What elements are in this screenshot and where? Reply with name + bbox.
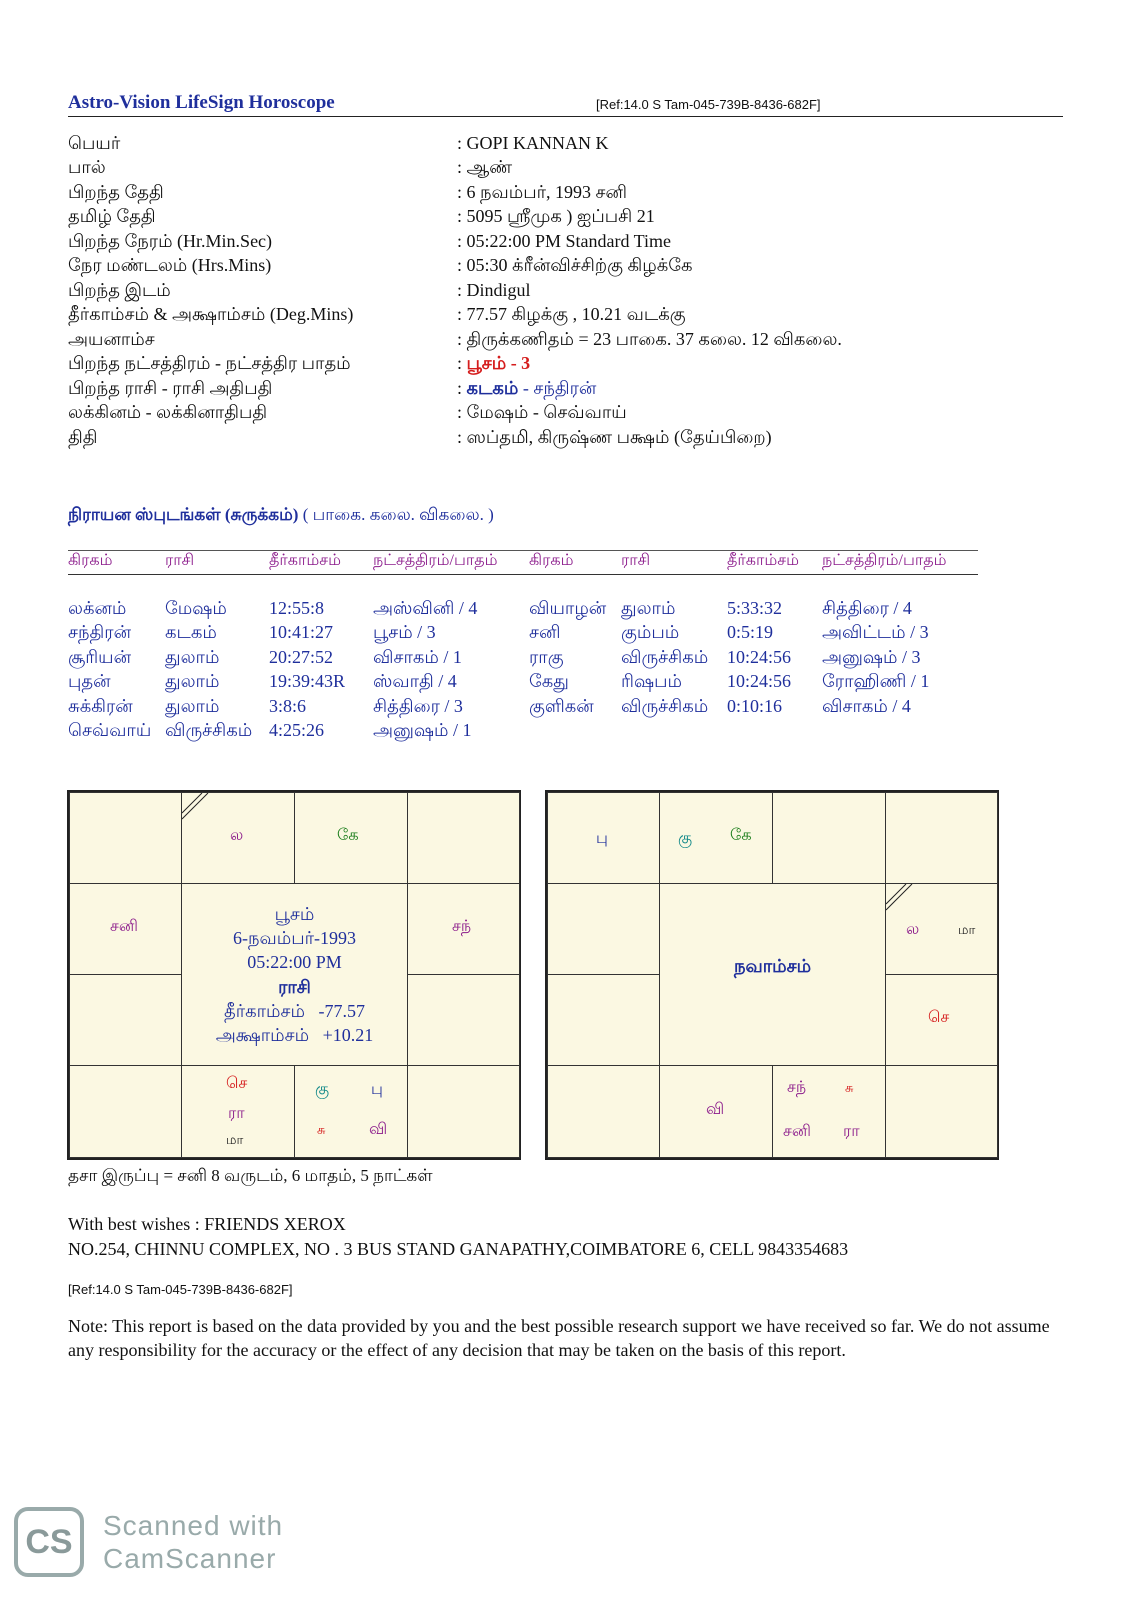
planet-rasi: துலாம்: [621, 598, 676, 618]
col-header-star: நட்சத்திரம்/பாதம்: [373, 552, 498, 569]
info-row-coordinates: [68, 304, 1068, 328]
rasi-house-libra: [294, 1065, 408, 1158]
column-header-rule: [68, 574, 978, 575]
planet-rasi: ரிஷபம்: [621, 671, 682, 691]
disclaimer-note: Note: This report is based on the data provided by you and the best possible research support we have received so far. We do not assume any responsibility for the accuracy or the effect of any decision that may be taken on the basis of this report.: [68, 1316, 1050, 1360]
rasi-center-time: 05:22:00 PM: [247, 952, 342, 972]
info-value: : GOPI KANNAN K: [457, 133, 609, 153]
rasi-center-latitude: [182, 1025, 407, 1048]
rasi-center-title: ராசி: [278, 977, 311, 997]
navamsa-house-scorpio: [659, 1065, 773, 1158]
rasi-glyph-jupiter: கு: [315, 1081, 330, 1098]
info-row-star: [68, 353, 1068, 377]
rasi-house-capricorn: [69, 974, 182, 1066]
planet-longitude: 0:5:19: [727, 622, 774, 642]
navamsa-house-pisces: [547, 792, 660, 884]
planet-name: சுக்கிரன்: [68, 696, 133, 716]
planet-rasi: துலாம்: [165, 671, 220, 691]
rasi-glyph-rahu: ரா: [228, 1105, 245, 1122]
planet-rasi: கும்பம்: [621, 622, 680, 642]
navamsa-chart: [545, 790, 999, 1160]
navamsa-glyph-mars: செ: [928, 1009, 950, 1026]
rasi-center: [181, 883, 408, 1066]
info-value-star: பூசம் - 3: [466, 353, 531, 373]
planet-name: லக்னம்: [68, 598, 127, 618]
planet-star: சித்திரை / 4: [822, 598, 912, 618]
address: NO.254, CHINNU COMPLEX, NO . 3 BUS STAND GANAPATHY,COIMBATORE 6, CELL 9843354683: [68, 1239, 849, 1259]
rasi-house-pisces: [69, 792, 182, 884]
planet-longitude: 0:10:16: [727, 696, 783, 716]
rasi-glyph-sun: சு: [317, 1122, 326, 1137]
planet-star: விசாகம் / 1: [373, 647, 462, 667]
rasi-house-gemini: [407, 792, 520, 884]
info-value: [457, 378, 596, 401]
rasi-house-cancer: [407, 883, 520, 975]
planet-rasi: விருச்சிகம்: [621, 647, 709, 667]
info-value-rasi-lord: - சந்திரன்: [518, 378, 597, 398]
info-label: பெயர்: [68, 133, 121, 153]
planet-rasi: விருச்சிகம்: [165, 720, 253, 740]
planet-star: சித்திரை / 3: [373, 696, 463, 716]
info-value: : ஆண்: [457, 157, 513, 177]
rasi-center-longitude: [182, 1001, 407, 1024]
info-row-ayanamsa: [68, 329, 1068, 353]
report-ref: [Ref:14.0 S Tam-045-739B-8436-682F]: [596, 97, 821, 112]
navamsa-center: [659, 883, 886, 1066]
info-value: : 6 நவம்பர், 1993 சனி: [457, 182, 628, 202]
planet-name: குளிகன்: [529, 696, 594, 716]
rasi-center-longitude-label: தீர்காம்சம்: [224, 1001, 305, 1021]
navamsa-glyph-lagna: ல: [906, 921, 920, 938]
camscanner-logo-icon: CS: [14, 1507, 84, 1577]
info-value: : திருக்கணிதம் = 23 பாகை. 37 கலை. 12 விகலை.: [457, 329, 842, 349]
rasi-center-latitude-value: +10.21: [322, 1025, 374, 1045]
watermark-line-2: CamScanner: [103, 1543, 277, 1574]
rasi-house-scorpio: [181, 1065, 295, 1158]
planet-name: சனி: [529, 622, 561, 642]
planet-name: சூரியன்: [68, 647, 132, 667]
planet-rasi: கடகம்: [165, 622, 217, 642]
info-row-birth-date: [68, 182, 1068, 206]
planet-rasi: மேஷம்: [165, 598, 227, 618]
rasi-glyph-mars: செ: [226, 1075, 248, 1092]
planet-rasi: விருச்சிகம்: [621, 696, 709, 716]
rasi-center-longitude-value: -77.57: [318, 1001, 365, 1021]
info-value: : Dindigul: [457, 280, 531, 300]
info-row-time-zone: [68, 255, 1068, 279]
section-title-unit: ( பாகை. கலை. விகலை. ): [298, 505, 494, 524]
navamsa-house-libra: [772, 1065, 886, 1158]
info-label: நேர மண்டலம் (Hrs.Mins): [68, 255, 272, 275]
rasi-glyph-ketu: கே: [337, 827, 359, 844]
planet-star: ஸ்வாதி / 4: [373, 671, 457, 691]
navamsa-house-virgo: [885, 1065, 998, 1158]
footer-ref: [Ref:14.0 S Tam-045-739B-8436-682F]: [68, 1282, 293, 1297]
navamsa-house-capricorn: [547, 974, 660, 1066]
info-row-rasi: [68, 378, 1068, 402]
planet-star: அவிட்டம் / 3: [822, 622, 929, 642]
planet-longitude: 3:8:6: [269, 696, 307, 716]
navamsa-glyph-moon: சந்: [787, 1079, 807, 1096]
info-value: : 77.57 கிழக்கு , 10.21 வடக்கு: [457, 304, 686, 324]
rasi-chart: [67, 790, 521, 1160]
info-label: பால்: [68, 157, 106, 177]
rasi-house-taurus: [294, 792, 408, 884]
planet-name: புதன்: [68, 671, 111, 691]
navamsa-house-taurus: [772, 792, 886, 884]
rasi-glyph-moon: சந்: [452, 918, 472, 935]
col-header-planet: கிரகம்: [68, 552, 113, 569]
planet-longitude: 10:24:56: [727, 671, 792, 691]
planet-star: அனுஷம் / 3: [822, 647, 921, 667]
navamsa-house-aquarius: [547, 883, 660, 975]
planet-star: அஸ்வினி / 4: [373, 598, 478, 618]
section-title: [68, 505, 494, 527]
navamsa-house-aries: [659, 792, 773, 884]
info-value: : ஸப்தமி, கிருஷ்ண பக்ஷம் (தேய்பிறை): [457, 427, 772, 447]
info-label: பிறந்த நட்சத்திரம் - நட்சத்திர பாதம்: [68, 353, 351, 373]
navamsa-center-title: நவாம்சம்: [733, 956, 812, 976]
planet-star: ரோஹிணி / 1: [822, 671, 930, 691]
info-value-prefix: :: [457, 378, 467, 398]
navamsa-house-leo: [885, 974, 998, 1066]
planet-longitude: 10:24:56: [727, 647, 792, 667]
navamsa-house-sagittarius: [547, 1065, 660, 1158]
rasi-glyph-lagna: ல: [230, 827, 244, 844]
col-header-longitude-2: தீர்காம்சம்: [727, 552, 799, 569]
dasa-balance: தசா இருப்பு = சனி 8 வருடம், 6 மாதம், 5 நாட்கள்: [68, 1166, 433, 1185]
rasi-house-leo: [407, 974, 520, 1066]
lagna-marker-icon: [182, 793, 210, 821]
info-label: திதி: [68, 427, 98, 447]
header-rule: [68, 116, 1063, 117]
info-row-tithi: [68, 427, 1068, 451]
planet-rasi: துலாம்: [165, 696, 220, 716]
navamsa-glyph-jupiter: கு: [678, 830, 693, 847]
info-value: : 05:22:00 PM Standard Time: [457, 231, 672, 251]
info-value: : 05:30 க்ரீன்விச்சிற்கு கிழக்கே: [457, 255, 693, 275]
info-row-birth-time: [68, 231, 1068, 255]
info-label: அயனாம்ச: [68, 329, 155, 349]
navamsa-house-gemini: [885, 792, 998, 884]
col-header-rasi: ராசி: [165, 552, 195, 569]
col-header-rasi-2: ராசி: [621, 552, 651, 569]
navamsa-glyph-mercury: பு: [596, 830, 608, 847]
info-label: பிறந்த நேரம் (Hr.Min.Sec): [68, 231, 273, 251]
navamsa-house-cancer: [885, 883, 998, 975]
info-label: பிறந்த தேதி: [68, 182, 164, 202]
section-title-main: நிராயன ஸ்புடங்கள் (சுருக்கம்): [68, 505, 299, 524]
info-value-prefix: :: [457, 353, 467, 373]
info-label: பிறந்த இடம்: [68, 280, 171, 300]
planet-longitude: 20:27:52: [269, 647, 334, 667]
info-row-birth-place: [68, 280, 1068, 304]
rasi-glyph-mercury: பு: [371, 1081, 383, 1098]
info-row-lagna: [68, 402, 1068, 426]
rasi-glyph-saturn: சனி: [110, 918, 138, 935]
planet-name: கேது: [529, 671, 569, 691]
planet-longitude: 4:25:26: [269, 720, 325, 740]
rasi-house-virgo: [407, 1065, 520, 1158]
navamsa-glyph-sun: சு: [845, 1080, 854, 1095]
info-value-rasi: கடகம்: [466, 378, 519, 398]
info-value: : மேஷம் - செவ்வாய்: [457, 402, 627, 422]
navamsa-glyph-maandi: மா: [958, 922, 976, 937]
col-header-planet-2: கிரகம்: [529, 552, 574, 569]
report-title: Astro-Vision LifeSign Horoscope: [68, 92, 335, 113]
planet-star: பூசம் / 3: [373, 622, 436, 642]
planet-longitude: 12:55:8: [269, 598, 325, 618]
info-value: [457, 353, 530, 376]
planet-name: சந்திரன்: [68, 622, 132, 642]
info-value: : 5095 ஸ்ரீமுக ) ஐப்பசி 21: [457, 206, 655, 226]
navamsa-glyph-ketu: கே: [730, 827, 752, 844]
planet-rasi: துலாம்: [165, 647, 220, 667]
rasi-center-latitude-label: அக்ஷாம்சம்: [215, 1025, 310, 1045]
planet-star: விசாகம் / 4: [822, 696, 911, 716]
rasi-house-aquarius: [69, 883, 182, 975]
planet-longitude: 19:39:43R: [269, 671, 346, 691]
planet-name: ராகு: [529, 647, 564, 667]
info-label: தீர்காம்சம் & அக்ஷாம்சம் (Deg.Mins): [68, 304, 354, 324]
best-wishes: With best wishes : FRIENDS XEROX: [68, 1214, 346, 1234]
rasi-house-sagittarius: [69, 1065, 182, 1158]
col-header-longitude: தீர்காம்சம்: [269, 552, 341, 569]
planet-name: செவ்வாய்: [68, 720, 152, 740]
watermark-line-1: Scanned with: [103, 1510, 284, 1541]
info-row-gender: [68, 157, 1068, 181]
info-label: லக்கினம் - லக்கினாதிபதி: [68, 402, 268, 422]
col-header-star-2: நட்சத்திரம்/பாதம்: [822, 552, 947, 569]
rasi-glyph-venus: வி: [369, 1121, 388, 1138]
rasi-house-aries: [181, 792, 295, 884]
rasi-glyph-maandi: மா: [226, 1132, 244, 1147]
info-label: தமிழ் தேதி: [68, 206, 156, 226]
navamsa-glyph-venus: வி: [706, 1101, 725, 1118]
info-row-tamil-date: [68, 206, 1068, 230]
info-label: பிறந்த ராசி - ராசி அதிபதி: [68, 378, 273, 398]
info-row-name: [68, 133, 1068, 157]
planet-longitude: 5:33:32: [727, 598, 783, 618]
rasi-center-date: 6-நவம்பர்-1993: [232, 928, 357, 948]
navamsa-glyph-rahu: ரா: [843, 1123, 860, 1140]
rasi-center-star: பூசம்: [274, 904, 315, 924]
planet-longitude: 10:41:27: [269, 622, 334, 642]
navamsa-glyph-saturn: சனி: [783, 1123, 811, 1140]
lagna-marker-icon: [886, 884, 914, 912]
planet-star: அனுஷம் / 1: [373, 720, 472, 740]
planet-name: வியாழன்: [529, 598, 607, 618]
